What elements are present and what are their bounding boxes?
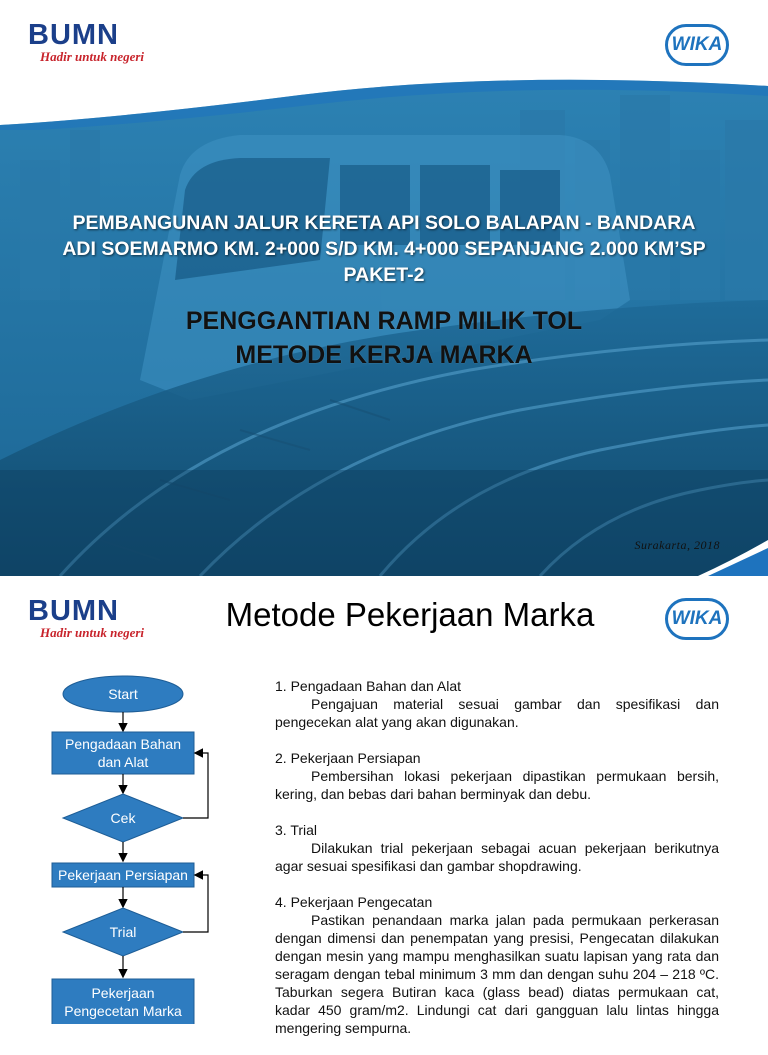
step-description: Pastikan penandaan marka jalan pada permukaan perkerasan dengan dimensi dan penempatan yang presisi, Pengecatan dilakukan dengan mesin yang mampu menghasilkan suatu lapisan yang rata dan seragam dengan tebal minimum 3 mm dan dengan suhu 204 – 218 ºC. Taburkan segera Butiran kaca (glass bead) diatas permukaan cat, kadar 450 gram/m2. Lindungi cat dari gangguan lalu lintas hingga mengering sempurna. bbox=[275, 912, 719, 1036]
work-method-title-line: METODE KERJA MARKA bbox=[235, 341, 533, 369]
slide-title: Metode Pekerjaan Marka bbox=[225, 596, 595, 633]
bumn-tagline: Hadir untuk negeri bbox=[40, 625, 145, 640]
project-title-line: ADI SOEMARMO KM. 2+000 S/D KM. 4+000 SEPANJANG 2.000 KM’SP bbox=[62, 238, 706, 260]
flow-preparation-label: Pekerjaan Persiapan bbox=[58, 867, 188, 883]
method-slide bbox=[0, 576, 768, 1036]
work-method-title-line: PENGGANTIAN RAMP MILIK TOL bbox=[185, 307, 583, 335]
wika-logo: WIKA bbox=[665, 24, 729, 66]
step-description: Pembersihan lokasi pekerjaan dipastikan permukaan bersih, kering, dan bebas dari bahan berminyak dan debu. bbox=[275, 768, 719, 802]
step-heading: 2. Pekerjaan Persiapan bbox=[275, 750, 421, 766]
method-steps bbox=[275, 677, 719, 1055]
work-method-title bbox=[20, 304, 748, 372]
step-heading: 1. Pengadaan Bahan dan Alat bbox=[275, 678, 462, 694]
corner-accent bbox=[698, 540, 768, 576]
flow-start-label: Start bbox=[108, 686, 138, 702]
bumn-logo-text: BUMN bbox=[28, 19, 119, 51]
project-title-line: PEMBANGUNAN JALUR KERETA API SOLO BALAPAN - BANDARA bbox=[72, 212, 696, 234]
bumn-logo bbox=[28, 20, 173, 64]
project-title bbox=[20, 210, 748, 288]
flow-painting-label: Pekerjaan Pengecetan Marka bbox=[64, 985, 182, 1019]
step-description: Dilakukan trial pekerjaan sebagai acuan pekerjaan berikutnya agar sesuai spesifikasi dan gambar shopdrawing. bbox=[275, 840, 719, 874]
step-description: Pengajuan material sesuai gambar dan spesifikasi dan pengecekan alat yang akan digunakan. bbox=[275, 696, 719, 730]
flow-procurement-label: Pengadaan Bahan dan Alat bbox=[65, 736, 181, 770]
method-step bbox=[275, 821, 719, 875]
bumn-logo-text: BUMN bbox=[28, 595, 119, 627]
step-heading: 3. Trial bbox=[275, 822, 318, 838]
flowchart bbox=[0, 576, 260, 1024]
project-title-line: PAKET-2 bbox=[343, 264, 425, 286]
method-step bbox=[275, 749, 719, 803]
flow-trial-label: Trial bbox=[109, 924, 137, 940]
method-step bbox=[275, 893, 719, 1037]
bumn-tagline: Hadir untuk negeri bbox=[40, 49, 145, 64]
wika-logo: WIKA bbox=[665, 598, 729, 640]
flow-check-label: Cek bbox=[110, 810, 136, 826]
step-heading: 4. Pekerjaan Pengecatan bbox=[275, 894, 433, 910]
method-step bbox=[275, 677, 719, 731]
place-date: Surakarta, 2018 bbox=[634, 538, 720, 552]
